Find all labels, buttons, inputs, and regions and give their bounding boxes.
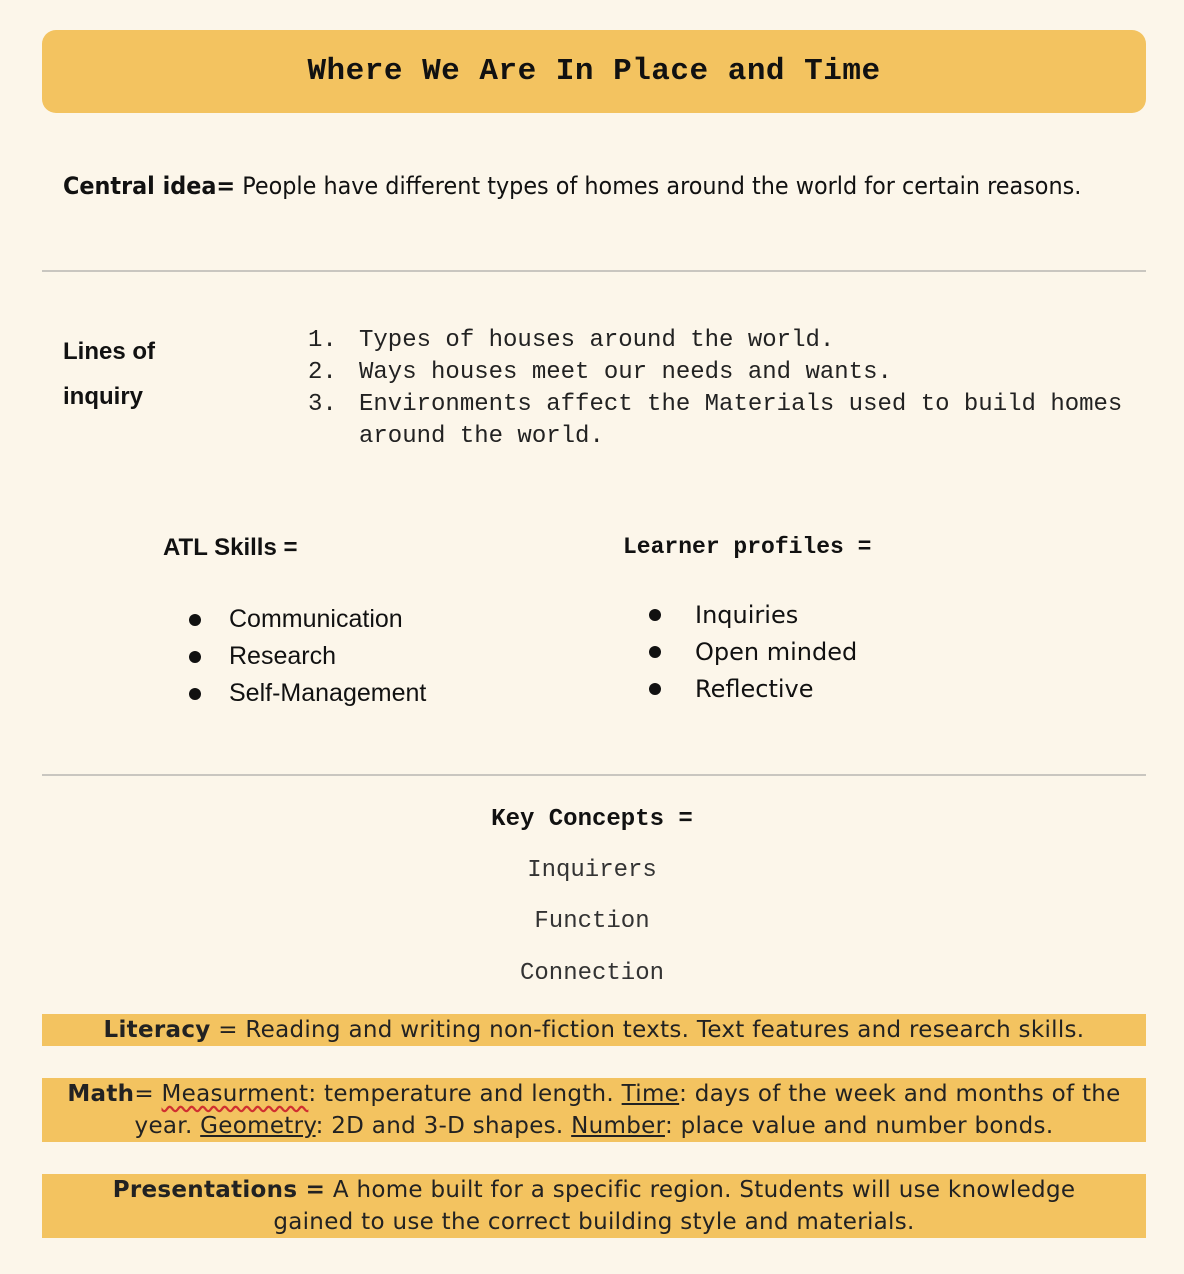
- title-banner: [42, 30, 1146, 113]
- list-item: [308, 389, 1138, 453]
- math-eq: =: [134, 1081, 162, 1107]
- central-idea-text: People have different types of homes around the world for certain reasons.: [235, 172, 1082, 200]
- presentations-label: Presentations =: [112, 1177, 326, 1203]
- measurement-text: : temperature and length.: [308, 1081, 622, 1107]
- divider: [42, 270, 1146, 272]
- item-text: Research: [229, 642, 336, 670]
- item-text: Inquiries: [695, 600, 799, 629]
- key-concept-item: Function: [534, 908, 650, 935]
- item-text: Ways houses meet our needs and wants.: [359, 359, 892, 386]
- item-text: Open minded: [695, 637, 858, 666]
- bullet-icon: [189, 651, 201, 663]
- item-text: Communication: [229, 605, 403, 633]
- item-number: 3.: [308, 391, 337, 418]
- item-text: Types of houses around the world.: [359, 327, 835, 354]
- key-concepts-heading: Key Concepts =: [491, 806, 693, 833]
- list-item: [649, 596, 857, 633]
- math-band: [42, 1078, 1146, 1142]
- loi-label-line2: inquiry: [63, 383, 144, 410]
- lines-of-inquiry-label: [63, 329, 213, 419]
- page-title: Where We Are In Place and Time: [307, 54, 881, 89]
- learner-profiles-list: [649, 596, 857, 707]
- item-text: Reflective: [695, 674, 814, 703]
- central-idea: [63, 172, 1081, 200]
- number-label: Number: [571, 1113, 665, 1139]
- item-text: Environments affect the Materials used to build homes around the world.: [359, 391, 1123, 450]
- geometry-label: Geometry: [200, 1113, 316, 1139]
- atl-skills-heading: ATL Skills =: [163, 534, 298, 561]
- item-text: Self-Management: [229, 679, 427, 707]
- divider: [42, 774, 1146, 776]
- literacy-label: Literacy: [103, 1017, 211, 1043]
- bullet-icon: [649, 683, 661, 695]
- geometry-text: : 2D and 3-D shapes.: [315, 1113, 572, 1139]
- measurement-label: Measurment: [161, 1081, 309, 1107]
- list-item: [189, 675, 426, 712]
- math-label: Math: [67, 1081, 135, 1107]
- literacy-band: [42, 1014, 1146, 1046]
- bullet-icon: [649, 646, 661, 658]
- atl-skills-list: [189, 601, 426, 712]
- bullet-icon: [649, 609, 661, 621]
- presentations-band: [42, 1174, 1146, 1238]
- list-item: [308, 325, 1138, 357]
- presentations-text: A home built for a specific region. Students will use knowledge gained to use the correct building style and materials.: [273, 1177, 1076, 1235]
- list-item: [649, 670, 857, 707]
- loi-label-line1: Lines of: [63, 338, 156, 365]
- bullet-icon: [189, 614, 201, 626]
- time-label: Time: [621, 1081, 680, 1107]
- key-concept-item: Connection: [519, 960, 665, 987]
- list-item: [189, 601, 426, 638]
- list-item: [308, 357, 1138, 389]
- item-number: 2.: [308, 359, 337, 386]
- lines-of-inquiry-list: [308, 325, 1138, 453]
- list-item: [189, 638, 426, 675]
- list-item: [649, 633, 857, 670]
- central-idea-label: Central idea=: [63, 172, 236, 200]
- bullet-icon: [189, 688, 201, 700]
- item-number: 1.: [308, 327, 337, 354]
- key-concept-item: Inquirers: [527, 857, 657, 884]
- number-text: : place value and number bonds.: [664, 1113, 1054, 1139]
- time-text: : days of the week and months of the year.: [134, 1081, 1121, 1139]
- literacy-text: = Reading and writing non-fiction texts. Text features and research skills.: [210, 1017, 1085, 1043]
- learner-profiles-heading: Learner profiles =: [623, 534, 872, 560]
